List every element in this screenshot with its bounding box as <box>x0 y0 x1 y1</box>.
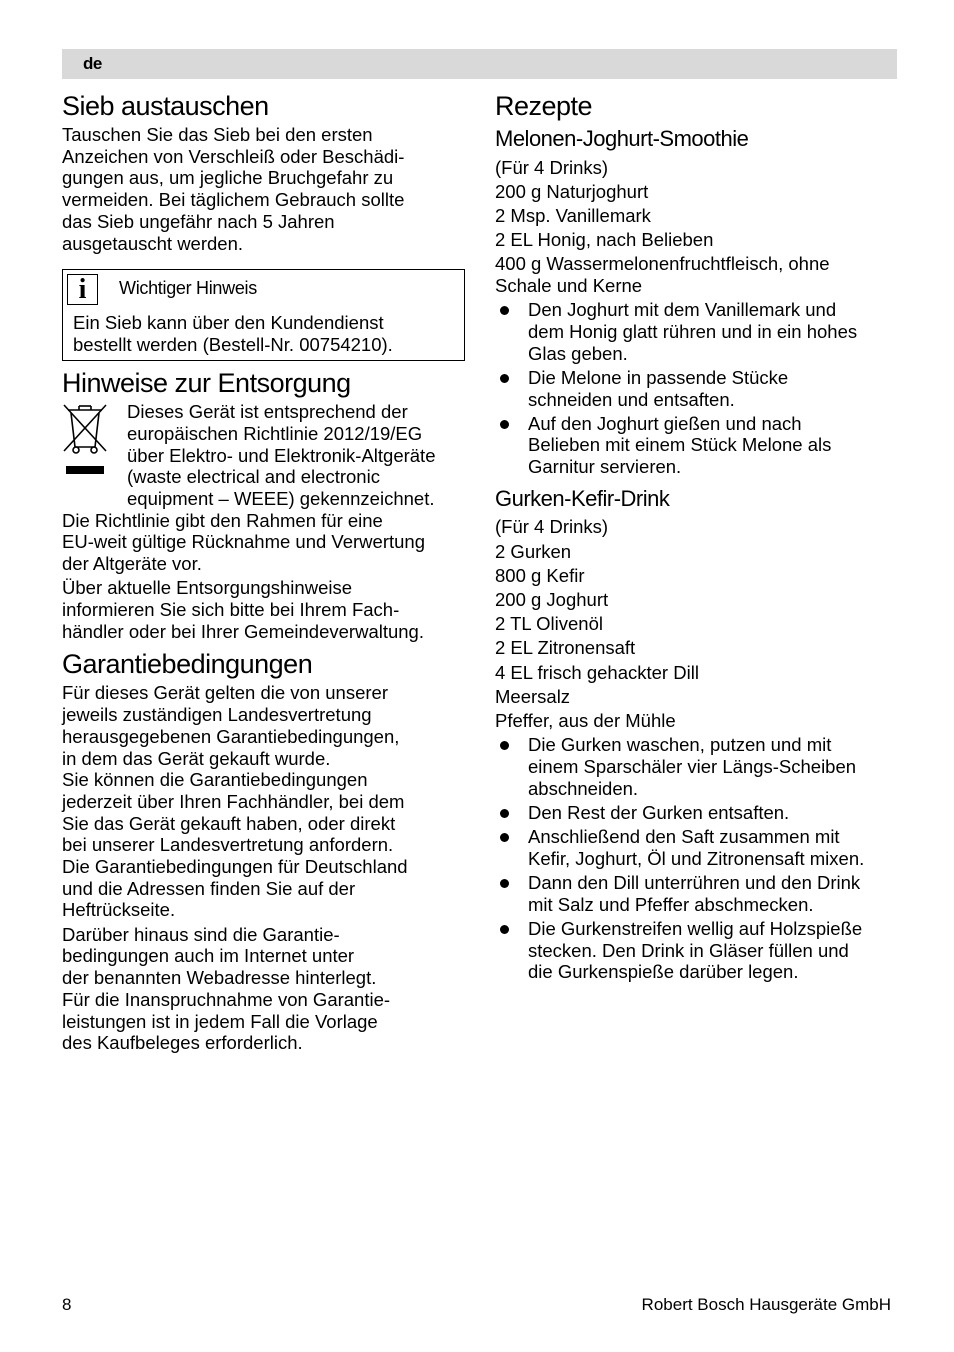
text-line: 400 g Wassermelonenfruchtfleisch, ohne <box>495 253 830 275</box>
text-line: herausgegebenen Garantiebedingungen, <box>62 725 400 747</box>
list-item <box>495 918 899 983</box>
text-line: Belieben mit einem Stück Melone als <box>528 434 832 456</box>
text-line: Auf den Joghurt gießen und nach <box>528 412 802 434</box>
ingredient-line <box>495 229 899 251</box>
text-line: Die Gurken waschen, putzen und mit <box>528 734 832 756</box>
text-line: die Gurkenspieße darüber legen. <box>528 961 799 983</box>
text-line: schneiden und entsaften. <box>528 388 735 410</box>
ingredient-line <box>495 589 899 611</box>
recipe-1-title: Melonen-Joghurt-Smoothie <box>495 126 749 151</box>
text-line: 4 EL frisch gehackter Dill <box>495 661 699 683</box>
text-line: einem Sparschäler vier Längs-Scheiben <box>528 755 857 777</box>
ingredient-line <box>495 710 899 732</box>
text-line: jeweils zuständigen Landesvertretung <box>62 704 372 726</box>
text-line: Tauschen Sie das Sieb bei den ersten <box>62 124 373 145</box>
text-line: Die Richtlinie gibt den Rahmen für eine <box>62 509 383 531</box>
ingredient-line <box>495 541 899 563</box>
text-line: 2 EL Zitronensaft <box>495 637 636 659</box>
language-code: de <box>83 54 102 73</box>
text-line: Meersalz <box>495 685 571 707</box>
text-line: in dem das Gerät gekauft wurde. <box>62 747 331 769</box>
crossed-bin-icon <box>62 403 108 479</box>
garantie-text-2 <box>62 924 466 1054</box>
text-line: EU-weit gültige Rücknahme und Verwertung <box>62 531 425 553</box>
text-line: (waste electrical and electronic <box>127 466 380 488</box>
text-line: Glas geben. <box>528 342 628 364</box>
bullet-icon <box>500 420 509 429</box>
weee-text <box>127 401 466 510</box>
bullet-icon <box>500 833 509 842</box>
info-icon: i <box>67 274 98 305</box>
recipe-1-ingredients <box>495 157 899 297</box>
left-column <box>62 88 466 1054</box>
ingredient-line <box>495 686 899 708</box>
text-line: vermeiden. Bei täglichem Gebrauch sollte <box>62 189 405 211</box>
text-line: Für die Inanspruchnahme von Garantie- <box>62 988 391 1010</box>
heading-rezepte: Rezepte <box>495 91 593 121</box>
text-line: Sie das Gerät gekauft haben, oder direkt <box>62 812 396 834</box>
text-line: bedingungen auch im Internet unter <box>62 945 355 967</box>
text-line: Garnitur servieren. <box>528 456 682 478</box>
recipe-2-steps <box>495 734 899 983</box>
text-line: 2 TL Olivenöl <box>495 613 603 635</box>
text-line: informieren Sie sich bitte bei Ihrem Fach- <box>62 599 400 621</box>
ingredient-line <box>495 637 899 659</box>
text-line: jederzeit über Ihren Fachhändler, bei dem <box>62 790 405 812</box>
text-line: Den Rest der Gurken entsaften. <box>528 801 790 823</box>
text-line: equipment – WEEE) gekennzeichnet. <box>127 488 435 510</box>
text-line: 2 Msp. Vanillemark <box>495 204 651 226</box>
heading-sieb: Sieb austauschen <box>62 91 269 121</box>
text-line: über Elektro- und Elektronik-Altgeräte <box>127 444 436 466</box>
text-line: Dieses Gerät ist entsprechend der <box>127 401 408 423</box>
text-line: ausgetauscht werden. <box>62 232 244 254</box>
text-line: dem Honig glatt rühren und in ein hohes <box>528 320 858 342</box>
recipe-1-steps <box>495 299 899 478</box>
ingredient-line <box>495 205 899 227</box>
text-line: stecken. Den Drink in Gläser füllen und <box>528 939 849 961</box>
text-line: (Für 4 Drinks) <box>495 516 609 538</box>
text-line: 2 Gurken <box>495 540 572 562</box>
list-item <box>495 802 899 824</box>
ingredient-line <box>495 565 899 587</box>
bullet-icon <box>500 741 509 750</box>
text-line: händler oder bei Ihrer Gemeindeverwaltung. <box>62 620 424 642</box>
text-line: 200 g Joghurt <box>495 588 609 610</box>
bullet-icon <box>500 925 509 934</box>
text-line: Die Garantiebedingungen für Deutschland <box>62 856 408 878</box>
text-line: 2 EL Honig, nach Belieben <box>495 229 714 251</box>
text-line: das Sieb ungefähr nach 5 Jahren <box>62 210 335 232</box>
text-line: Für dieses Gerät gelten die von unserer <box>62 682 388 704</box>
text-line: gungen aus, um jegliche Bruchgefahr zu <box>62 167 394 189</box>
ingredient-line <box>495 181 899 203</box>
text-line: des Kaufbeleges erforderlich. <box>62 1032 303 1054</box>
text-line: Die Melone in passende Stücke <box>528 366 789 388</box>
bullet-icon <box>500 306 509 315</box>
text-line: europäischen Richtlinie 2012/19/EG <box>127 422 423 444</box>
text-line: Darüber hinaus sind die Garantie- <box>62 923 340 945</box>
ingredient-line <box>495 157 899 179</box>
text-line: (Für 4 Drinks) <box>495 156 609 178</box>
text-line: Ein Sieb kann über den Kundendienst <box>73 312 384 334</box>
text-line: Schale und Kerne <box>495 275 643 297</box>
language-bar <box>62 49 897 79</box>
list-item <box>495 367 899 410</box>
notice-title: Wichtiger Hinweis <box>119 278 257 299</box>
text-line: Die Gurkenstreifen wellig auf Holzspieße <box>528 917 863 939</box>
sieb-text <box>62 124 466 254</box>
text-line: Anzeichen von Verschleiß oder Beschädi- <box>62 145 405 167</box>
text-line: 800 g Kefir <box>495 564 585 586</box>
text-line: Heftrückseite. <box>62 899 176 921</box>
list-item <box>495 299 899 364</box>
ingredient-line <box>495 613 899 635</box>
recipe-2-ingredients <box>495 516 899 731</box>
text-line: abschneiden. <box>528 777 639 799</box>
ingredient-line <box>495 516 899 538</box>
text-line: Den Joghurt mit dem Vanillemark und <box>528 299 837 321</box>
ingredient-line <box>495 662 899 684</box>
text-line: bestellt werden (Bestell-Nr. 00754210). <box>73 333 393 355</box>
right-column <box>495 88 899 983</box>
page-number: 8 <box>62 1295 72 1314</box>
list-item <box>495 413 899 478</box>
list-item <box>495 826 899 869</box>
garantie-text-1 <box>62 682 466 921</box>
text-line: Pfeffer, aus der Mühle <box>495 709 676 731</box>
text-line: Kefir, Joghurt, Öl und Zitronensaft mixen. <box>528 847 865 869</box>
bullet-icon <box>500 809 509 818</box>
entsorgung-text-1 <box>62 510 466 575</box>
footer-company: Robert Bosch Hausgeräte GmbH <box>641 1295 891 1314</box>
text-line: und die Adressen finden Sie auf der <box>62 877 356 899</box>
recipe-2-title: Gurken-Kefir-Drink <box>495 485 670 511</box>
text-line: der Altgeräte vor. <box>62 553 202 575</box>
heading-entsorgung: Hinweise zur Entsorgung <box>62 368 351 399</box>
text-line: Sie können die Garantiebedingungen <box>62 769 368 791</box>
text-line: 200 g Naturjoghurt <box>495 180 649 202</box>
bullet-icon <box>500 374 509 383</box>
notice-text <box>73 312 458 355</box>
bullet-icon <box>500 879 509 888</box>
text-line: leistungen ist in jedem Fall die Vorlage <box>62 1010 378 1032</box>
list-item <box>495 734 899 799</box>
text-line: der benannten Webadresse hinterlegt. <box>62 967 377 989</box>
text-line: Anschließend den Saft zusammen mit <box>528 825 840 847</box>
weee-block <box>62 401 466 510</box>
entsorgung-text-2 <box>62 577 466 642</box>
text-line: Über aktuelle Entsorgungshinweise <box>62 577 353 599</box>
text-line: Dann den Dill unterrühren und den Drink <box>528 871 861 893</box>
ingredient-line <box>495 253 899 296</box>
list-item <box>495 872 899 915</box>
text-line: bei unserer Landesvertretung anfordern. <box>62 834 394 856</box>
heading-garantie: Garantiebedingungen <box>62 649 313 680</box>
text-line: mit Salz und Pfeffer abschmecken. <box>528 893 814 915</box>
important-notice-box <box>62 269 465 361</box>
